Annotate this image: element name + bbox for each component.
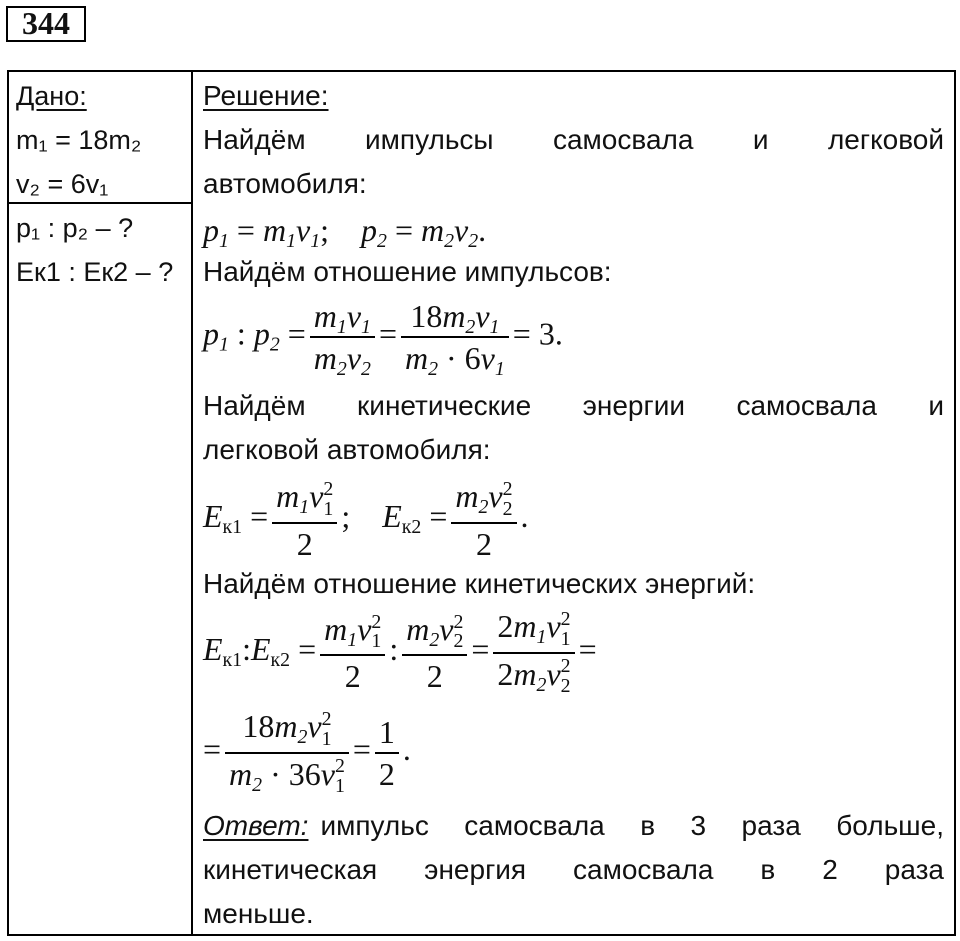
given-mass: m₁ = 18m₂ [16,125,142,155]
solution-line-2: автомобиля: [203,168,367,199]
formula-impulse-ratio: $p_1$ : $p_2$ = $\frac{m_1v_1}{m_2v_2}$ = $\frac{18m_2v_1}{m_2 \cdot 6v_1}$ = 3. [203,298,563,380]
find-impulse-ratio: p₁ : p₂ – ? [16,213,134,243]
solution-line-4: Найдём кинетические энергии самосвала и [203,390,944,421]
answer-text-1: импульс самосвала в 3 раза больше, [320,810,944,841]
answer-line-3: меньше. [203,898,314,929]
formula-energy-result: = $18m_2v$ 2 1 $m_2 \cdot 36v$ 2 1 = $\frac{1}{2}$ . [203,707,411,798]
solution-line-5: легковой автомобиля: [203,434,491,465]
answer-line-1 [203,810,944,842]
find-energy-ratio: Eк1 : Eк2 – ? [16,257,174,287]
solution-line-3: Найдём отношение импульсов: [203,256,612,287]
problem-number: 344 [6,6,86,42]
given-divider [7,202,193,204]
column-divider [191,70,193,936]
given-velocity: v₂ = 6v₁ [16,169,109,199]
given-heading: Дано: [16,81,87,111]
answer-line-2: кинетическая энергия самосвала в 2 раза [203,854,944,885]
answer-label: Ответ: [203,810,309,841]
solution-heading: Решение: [203,80,329,111]
formula-energies: $E_{к1}$ = $m_1v$ 2 1 2 ; $E_{к2}$ = $m_2v$ 2 2 2 . [203,477,529,562]
solution-line-6: Найдём отношение кинетических энергий: [203,568,756,599]
solution-line-1: Найдём импульсы самосвала и легковой [203,124,944,155]
formula-impulses: $p_1 = m_1v_1$; $p_2 = m_2v_2$. [203,212,487,252]
formula-energy-ratio: $E_{к1}:E_{к2}$ = $m_1v$ 2 1 2 : $m_2v$ 2 2 2 = $2m_1v$ 2 1 $2m_2v$ 2 2 = [203,607,597,698]
